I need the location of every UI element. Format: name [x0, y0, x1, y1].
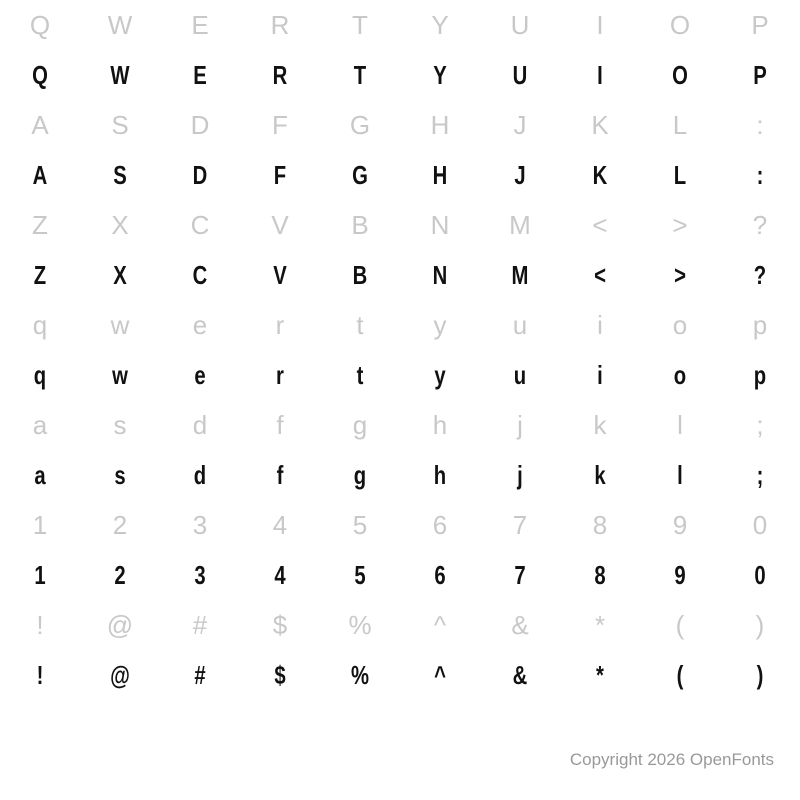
- glyph-ghost: h: [432, 410, 448, 440]
- glyph-sample: D: [192, 160, 208, 190]
- glyph-ghost: k: [593, 410, 607, 440]
- glyph-ghost: G: [349, 110, 371, 140]
- glyph-ghost: g: [352, 410, 368, 440]
- glyph-sample: %: [350, 660, 370, 690]
- glyph-ghost: ): [755, 610, 765, 640]
- glyph-sample: &: [512, 660, 528, 690]
- glyph-sample: 6: [434, 560, 446, 590]
- glyph-ghost: H: [430, 110, 450, 140]
- glyph-ghost: w: [110, 310, 130, 340]
- glyph-ghost: t: [356, 310, 364, 340]
- glyph-ghost: 0: [752, 510, 768, 540]
- glyph-sample: t: [356, 360, 364, 390]
- glyph-ghost: C: [190, 210, 210, 240]
- glyph-sample: ^: [434, 660, 446, 690]
- glyph-sample: a: [34, 460, 46, 490]
- glyph-ghost: <: [592, 210, 608, 240]
- glyph-ghost: 1: [32, 510, 48, 540]
- glyph-sample: 4: [274, 560, 286, 590]
- glyph-sample: 2: [114, 560, 126, 590]
- glyph-ghost: V: [271, 210, 289, 240]
- glyph-sample: 8: [594, 560, 606, 590]
- glyph-sample: L: [673, 160, 687, 190]
- glyph-sample: K: [592, 160, 608, 190]
- glyph-sample: F: [273, 160, 287, 190]
- glyph-sample: @: [110, 660, 130, 690]
- glyph-sample: u: [513, 360, 527, 390]
- glyph-sample: ?: [753, 260, 767, 290]
- glyph-sample: !: [36, 660, 44, 690]
- glyph-sample: T: [353, 60, 367, 90]
- glyph-sample: G: [352, 160, 368, 190]
- glyph-sample: X: [113, 260, 127, 290]
- glyph-ghost: >: [672, 210, 688, 240]
- glyph-ghost: p: [752, 310, 768, 340]
- glyph-ghost: Y: [431, 10, 449, 40]
- glyph-sample: *: [596, 660, 604, 690]
- glyph-sample: #: [194, 660, 206, 690]
- glyph-ghost: o: [672, 310, 688, 340]
- glyph-sample: B: [352, 260, 368, 290]
- glyph-sample: H: [432, 160, 448, 190]
- glyph-ghost: $: [272, 610, 288, 640]
- glyph-sample: ): [756, 660, 764, 690]
- glyph-sample: y: [434, 360, 446, 390]
- glyph-ghost: q: [32, 310, 48, 340]
- glyph-ghost: U: [510, 10, 530, 40]
- glyph-ghost: f: [276, 410, 284, 440]
- glyph-ghost: R: [270, 10, 290, 40]
- glyph-ghost: r: [275, 310, 285, 340]
- glyph-ghost: (: [675, 610, 685, 640]
- glyph-ghost: O: [669, 10, 691, 40]
- glyph-sample: 9: [674, 560, 686, 590]
- glyph-sample: s: [114, 460, 126, 490]
- glyph-sample: d: [193, 460, 207, 490]
- glyph-ghost: 7: [512, 510, 528, 540]
- glyph-sample: $: [274, 660, 286, 690]
- glyph-ghost: K: [591, 110, 609, 140]
- glyph-sample: M: [511, 260, 529, 290]
- glyph-ghost: !: [36, 610, 44, 640]
- glyph-sample: 3: [194, 560, 206, 590]
- glyph-sample: Q: [32, 60, 48, 90]
- glyph-ghost: J: [513, 110, 527, 140]
- glyph-sample: o: [673, 360, 687, 390]
- glyph-sample: O: [672, 60, 688, 90]
- glyph-ghost: N: [430, 210, 450, 240]
- glyph-ghost: X: [111, 210, 129, 240]
- glyph-sample: Y: [433, 60, 447, 90]
- glyph-ghost: E: [191, 10, 209, 40]
- glyph-ghost: ;: [756, 410, 764, 440]
- glyph-sample: N: [432, 260, 448, 290]
- glyph-sample: 0: [754, 560, 766, 590]
- glyph-sample: (: [676, 660, 684, 690]
- glyph-ghost: B: [351, 210, 369, 240]
- glyph-ghost: I: [596, 10, 604, 40]
- glyph-ghost: :: [756, 110, 764, 140]
- glyph-sample: e: [194, 360, 206, 390]
- glyph-sample: <: [594, 260, 606, 290]
- glyph-sample: 1: [34, 560, 46, 590]
- glyph-sample: S: [113, 160, 127, 190]
- glyph-ghost: l: [677, 410, 683, 440]
- glyph-ghost: j: [517, 410, 523, 440]
- glyph-ghost: A: [31, 110, 49, 140]
- glyph-ghost: ?: [752, 210, 768, 240]
- glyph-ghost: *: [594, 610, 606, 640]
- glyph-sample: V: [273, 260, 287, 290]
- glyph-sample: w: [112, 360, 128, 390]
- glyph-ghost: a: [32, 410, 48, 440]
- glyph-sample: 5: [354, 560, 366, 590]
- glyph-ghost: Q: [29, 10, 51, 40]
- glyph-ghost: %: [348, 610, 372, 640]
- glyph-ghost: s: [113, 410, 127, 440]
- glyph-ghost: 3: [192, 510, 208, 540]
- glyph-ghost: 6: [432, 510, 448, 540]
- glyph-ghost: i: [597, 310, 603, 340]
- glyph-sample: W: [110, 60, 130, 90]
- glyph-ghost: &: [511, 610, 529, 640]
- glyph-sample: :: [756, 160, 764, 190]
- glyph-sample: q: [33, 360, 47, 390]
- glyph-ghost: P: [751, 10, 769, 40]
- glyph-sample: R: [272, 60, 288, 90]
- glyph-ghost: d: [192, 410, 208, 440]
- glyph-sample: f: [276, 460, 284, 490]
- glyph-sample: ;: [756, 460, 764, 490]
- glyph-sample: r: [276, 360, 284, 390]
- glyph-ghost: @: [106, 610, 134, 640]
- glyph-sample: C: [192, 260, 208, 290]
- glyph-ghost: e: [192, 310, 208, 340]
- glyph-ghost: 5: [352, 510, 368, 540]
- glyph-sample: h: [433, 460, 447, 490]
- glyph-sample: A: [32, 160, 48, 190]
- copyright-notice: Copyright 2026 OpenFonts: [569, 750, 774, 769]
- glyph-sample: l: [677, 460, 683, 490]
- glyph-ghost: y: [433, 310, 447, 340]
- glyph-ghost: ^: [433, 610, 447, 640]
- glyph-ghost: M: [509, 210, 531, 240]
- glyph-sample: J: [514, 160, 526, 190]
- glyph-ghost: T: [352, 10, 368, 40]
- glyph-sample: i: [597, 360, 603, 390]
- glyph-sample: Z: [33, 260, 47, 290]
- glyph-ghost: Z: [32, 210, 48, 240]
- glyph-ghost: #: [192, 610, 208, 640]
- glyph-sample: p: [753, 360, 767, 390]
- glyph-sample: U: [512, 60, 528, 90]
- glyph-ghost: 8: [592, 510, 608, 540]
- glyph-ghost: u: [512, 310, 528, 340]
- glyph-ghost: 4: [272, 510, 288, 540]
- glyph-ghost: L: [672, 110, 688, 140]
- glyph-sample: k: [594, 460, 606, 490]
- glyph-sample: I: [597, 60, 603, 90]
- glyph-ghost: S: [111, 110, 129, 140]
- glyph-ghost: 9: [672, 510, 688, 540]
- glyph-sample: P: [753, 60, 767, 90]
- glyph-ghost: D: [190, 110, 210, 140]
- glyph-sample: E: [193, 60, 207, 90]
- glyph-sample: j: [517, 460, 523, 490]
- glyph-ghost: F: [272, 110, 288, 140]
- glyph-ghost: 2: [112, 510, 128, 540]
- glyph-sample: >: [674, 260, 686, 290]
- glyph-ghost: W: [107, 10, 133, 40]
- glyph-sample: g: [353, 460, 367, 490]
- glyph-sample: 7: [514, 560, 526, 590]
